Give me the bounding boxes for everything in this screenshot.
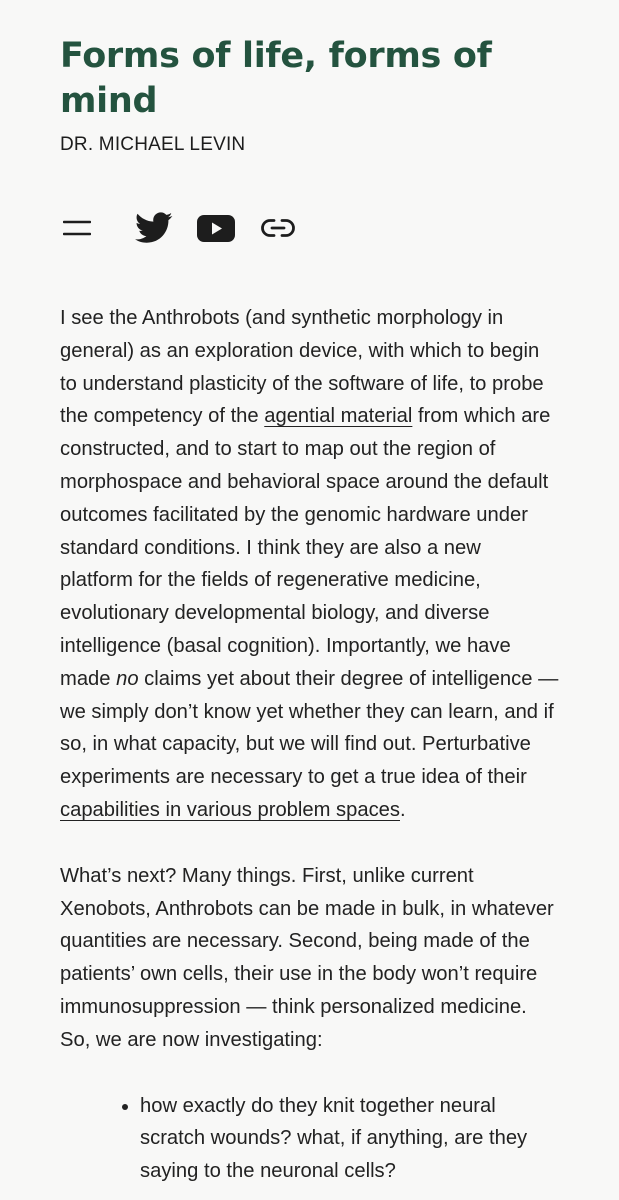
article-paragraph <box>60 302 559 827</box>
youtube-icon <box>197 215 235 242</box>
investigation-list <box>60 1090 559 1188</box>
article-body <box>0 302 619 1188</box>
author-name: DR. MICHAEL LEVIN <box>60 134 246 155</box>
emphasis-text: no <box>116 667 139 690</box>
agential-material-link[interactable]: agential material <box>264 405 413 428</box>
menu-button[interactable] <box>60 219 94 237</box>
site-title[interactable]: Forms of life, forms of mind <box>60 36 492 121</box>
menu-icon <box>63 219 91 237</box>
twitter-link[interactable] <box>134 212 174 244</box>
header-icon-bar <box>60 210 559 246</box>
copy-link-button[interactable] <box>260 217 296 239</box>
paragraph-text: from which are constructed, and to start to map out the region of morphospace and behavioral space around the default outcomes facilitated by the genomic hardware under standard conditions. I think they are also a new platform for the fields of regenerative medicine, evolutionary developmental biology, and diverse intelligence (basal cognition). Importantly, we have made <box>60 405 551 690</box>
site-header <box>0 0 619 246</box>
paragraph-text: claims yet about their degree of intelligence — we simply don’t know yet whether they can learn, and if so, in what capacity, but we will find out. Perturbative experiments are necessary to get a true idea of their <box>60 667 559 789</box>
list-item: • how exactly do they knit together neural scratch wounds? what, if anything, are they saying to the neuronal cells? <box>140 1090 559 1188</box>
paragraph-text: . <box>400 798 406 821</box>
capabilities-link[interactable]: capabilities in various problem spaces <box>60 798 400 821</box>
paragraph-text: I see the Anthrobots (and synthetic morphology in general) as an exploration device, with which to begin to understand plasticity of the software of life, to probe the competency of the <box>60 307 544 428</box>
youtube-link[interactable] <box>196 215 236 242</box>
link-icon <box>261 217 295 239</box>
article-paragraph: What’s next? Many things. First, unlike current Xenobots, Anthrobots can be made in bulk, in whatever quantities are necessary. Second, being made of the patients’ own cells, their use in the body won’t require immunosuppression — think personalized medicine. So, we are now investigating: <box>60 864 554 1051</box>
twitter-icon <box>135 212 173 244</box>
